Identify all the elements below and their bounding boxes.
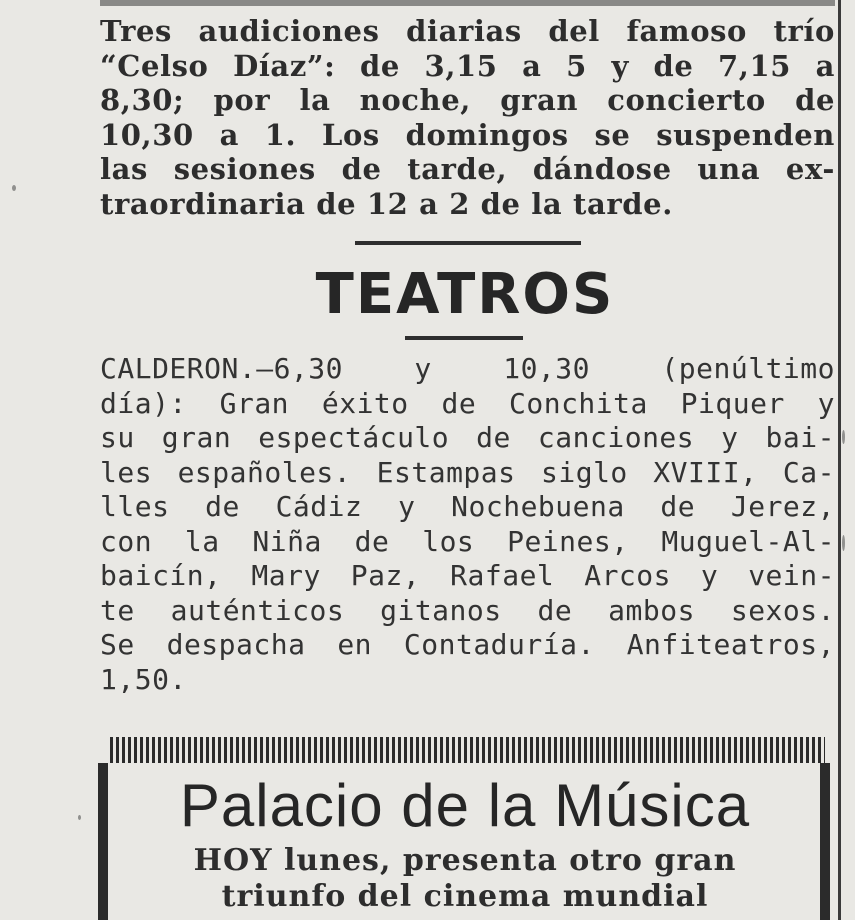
section-title: TEATROS	[315, 262, 615, 327]
teatro-line: con la Niña de los Peines, Muguel-Al-	[100, 524, 835, 558]
ad-line: HOY lunes, presenta otro gran	[193, 843, 737, 878]
column-rule	[838, 0, 841, 920]
intro-line: 10,30 a 1. Los domingos se suspenden	[100, 117, 835, 152]
teatro-line: baicín, Mary Paz, Rafael Arcos y vein-	[100, 559, 835, 592]
teatro-line: 1,50.	[100, 662, 187, 696]
intro-line: las sesiones de tarde, dándose una ex-	[100, 152, 835, 186]
intro-line: 8,30; por la noche, gran concierto de	[100, 83, 835, 117]
teatro-line: día): Gran éxito de Conchita Piquer y	[100, 386, 835, 420]
teatro-listing	[100, 352, 835, 697]
print-speck	[12, 185, 16, 191]
teatro-line: les españoles. Estampas siglo XVIII, Ca-	[100, 455, 835, 489]
print-speck	[842, 535, 845, 551]
ad-line: triunfo del cinema mundial	[221, 879, 709, 914]
teatro-line: Se despacha en Contaduría. Anfiteatros,	[100, 628, 835, 661]
section-rule-top	[355, 241, 581, 245]
ad-border-right	[820, 763, 830, 920]
teatro-line: lles de Cádiz y Nochebuena de Jerez,	[100, 490, 835, 523]
ad-text	[120, 843, 810, 915]
intro-line: Tres audiciones diarias del famoso trío	[100, 14, 835, 48]
ad-border-left	[98, 763, 108, 920]
intro-line: “Celso Díaz”: de 3,15 a 5 y de 7,15 a	[100, 48, 835, 83]
print-speck	[78, 815, 81, 820]
ad-title: Palacio de la Música	[179, 772, 751, 839]
teatro-line: te auténticos gitanos de ambos sexos.	[100, 593, 835, 627]
intro-paragraph	[100, 14, 835, 221]
ad-border-top	[110, 737, 825, 763]
top-rule	[100, 0, 835, 6]
section-rule-bottom	[405, 336, 523, 340]
intro-line: traordinaria de 12 a 2 de la tarde.	[100, 186, 673, 221]
print-speck	[842, 430, 845, 444]
teatro-line: su gran espectáculo de canciones y bai-	[100, 421, 835, 454]
teatro-line: CALDERON.—6,30 y 10,30 (penúltimo	[100, 352, 835, 385]
